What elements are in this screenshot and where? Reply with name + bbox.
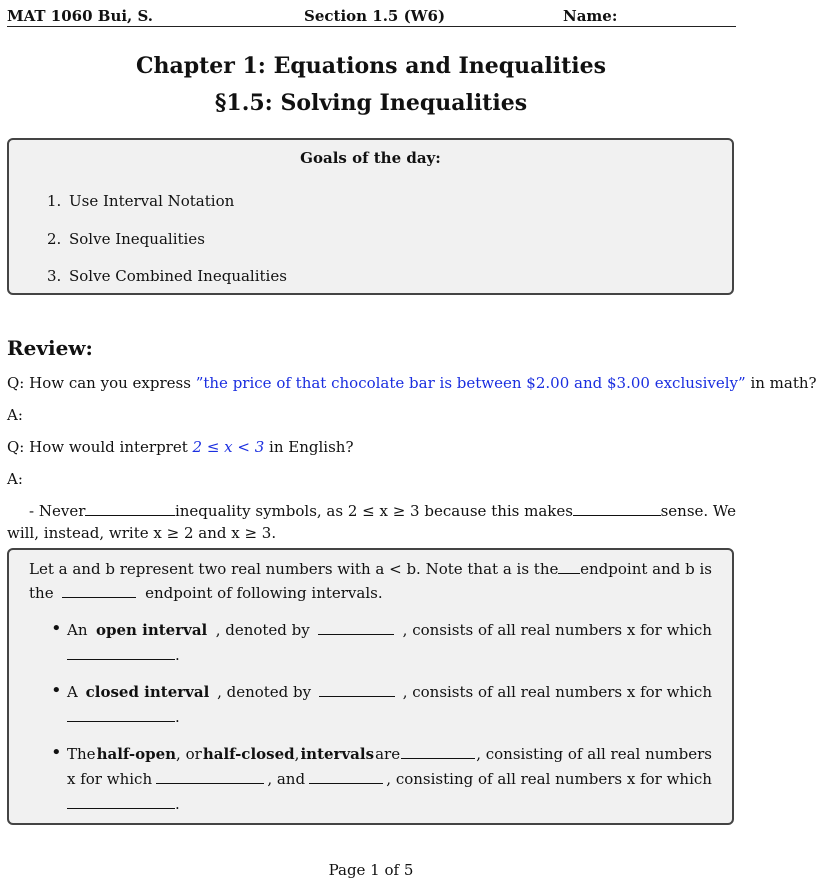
- never-note: [7, 502, 736, 542]
- goal-text: Solve Inequalities: [69, 230, 205, 248]
- q2-prefix: Q: How would interpret: [7, 438, 193, 456]
- open-interval-line-1: [67, 621, 712, 639]
- q2-suffix: in English?: [264, 438, 354, 456]
- name-label: Name:: [563, 7, 618, 25]
- intro-text-d: endpoint of following intervals.: [145, 584, 383, 602]
- half-text-h: , consisting of all real numbers x for which: [386, 770, 712, 788]
- right-endpoint-blank[interactable]: [62, 584, 136, 598]
- never-blank-1[interactable]: [85, 502, 175, 516]
- goal-text: Solve Combined Inequalities: [69, 267, 287, 285]
- half-text-d: are: [375, 745, 401, 763]
- intro-text-c: the: [29, 584, 54, 602]
- half-closed-condition-blank[interactable]: [67, 795, 175, 809]
- chapter-title: Chapter 1: Equations and Inequalities: [135, 53, 607, 79]
- closed-notation-blank[interactable]: [319, 683, 395, 697]
- answer-2-label: A:: [7, 470, 23, 488]
- goal-item: [47, 192, 234, 210]
- half-open-condition-blank[interactable]: [156, 770, 264, 784]
- section-label: Section 1.5 (W6): [304, 7, 446, 25]
- closed-interval-line-1: [67, 683, 712, 701]
- goal-number: 2.: [47, 230, 62, 248]
- closed-text-b: , denoted by: [217, 683, 312, 701]
- never-text-1: - Never: [29, 502, 86, 520]
- half-closed-term: half-closed: [202, 745, 295, 763]
- half-closed-notation-blank[interactable]: [309, 770, 383, 784]
- half-open-term: half-open: [96, 745, 177, 763]
- half-open-line-2: [67, 770, 712, 788]
- closed-text-a: A: [67, 683, 78, 701]
- half-text-b: , or: [176, 745, 202, 763]
- goal-item: [47, 267, 287, 285]
- never-text-2: inequality symbols, as 2 ≤ x ≥ 3 because this makes: [174, 502, 573, 520]
- half-text-g: , and: [267, 770, 306, 788]
- half-open-line-3: [67, 795, 712, 813]
- goals-heading: Goals of the day:: [300, 149, 441, 167]
- half-period: .: [175, 795, 180, 813]
- intro-line-1: [29, 560, 712, 578]
- q1-prefix: Q: How can you express: [7, 374, 196, 392]
- goal-text: Use Interval Notation: [69, 192, 235, 210]
- closed-interval-term: closed interval: [85, 683, 210, 701]
- bullet-open: •: [51, 618, 62, 639]
- page-header: [7, 4, 736, 27]
- intro-line-2: [29, 584, 712, 602]
- answer-1-label: A:: [7, 406, 23, 424]
- bullet-closed: •: [51, 680, 62, 701]
- closed-period: .: [175, 708, 180, 726]
- question-1: [7, 374, 817, 392]
- left-endpoint-blank[interactable]: [558, 560, 580, 574]
- open-text-a: An: [67, 621, 88, 639]
- half-open-notation-blank[interactable]: [401, 745, 475, 759]
- course-label: MAT 1060 Bui, S.: [7, 7, 154, 25]
- goals-box: [7, 138, 734, 295]
- half-text-c: ,: [294, 745, 300, 763]
- goal-item: [47, 230, 205, 248]
- q1-quote: ”the price of that chocolate bar is between $2.00 and $3.00 exclusively”: [195, 374, 746, 392]
- q1-suffix: in math?: [745, 374, 817, 392]
- goal-number: 3.: [47, 267, 62, 285]
- intro-text-b: endpoint and b is: [580, 560, 712, 578]
- open-text-b: , denoted by: [215, 621, 310, 639]
- review-heading: Review:: [7, 336, 93, 360]
- question-2: [7, 438, 353, 456]
- closed-text-c: , consists of all real numbers x for which: [402, 683, 712, 701]
- open-interval-line-2: [67, 646, 712, 664]
- goal-number: 1.: [47, 192, 62, 210]
- never-text-3: sense. We: [660, 502, 736, 520]
- open-condition-blank[interactable]: [67, 646, 175, 660]
- bullet-half-open: •: [51, 742, 62, 763]
- half-text-f: x for which: [67, 770, 153, 788]
- definitions-box: [7, 548, 734, 825]
- intervals-term: intervals: [300, 745, 375, 763]
- closed-interval-line-2: [67, 708, 712, 726]
- open-period: .: [175, 646, 180, 664]
- page-number: Page 1 of 5: [328, 861, 414, 879]
- q2-expression: 2 ≤ x < 3: [192, 438, 265, 456]
- closed-condition-blank[interactable]: [67, 708, 175, 722]
- half-text-a: The: [67, 745, 96, 763]
- half-open-line-1: [67, 745, 712, 763]
- open-notation-blank[interactable]: [318, 621, 394, 635]
- intro-text-a: Let a and b represent two real numbers with a < b. Note that a is the: [29, 560, 559, 578]
- never-text-line2: will, instead, write x ≥ 2 and x ≥ 3.: [7, 524, 277, 542]
- half-text-e: , consisting of all real numbers: [476, 745, 712, 763]
- open-text-c: , consists of all real numbers x for which: [402, 621, 712, 639]
- open-interval-term: open interval: [95, 621, 208, 639]
- section-title: §1.5: Solving Inequalities: [214, 90, 528, 116]
- never-blank-2[interactable]: [573, 502, 661, 516]
